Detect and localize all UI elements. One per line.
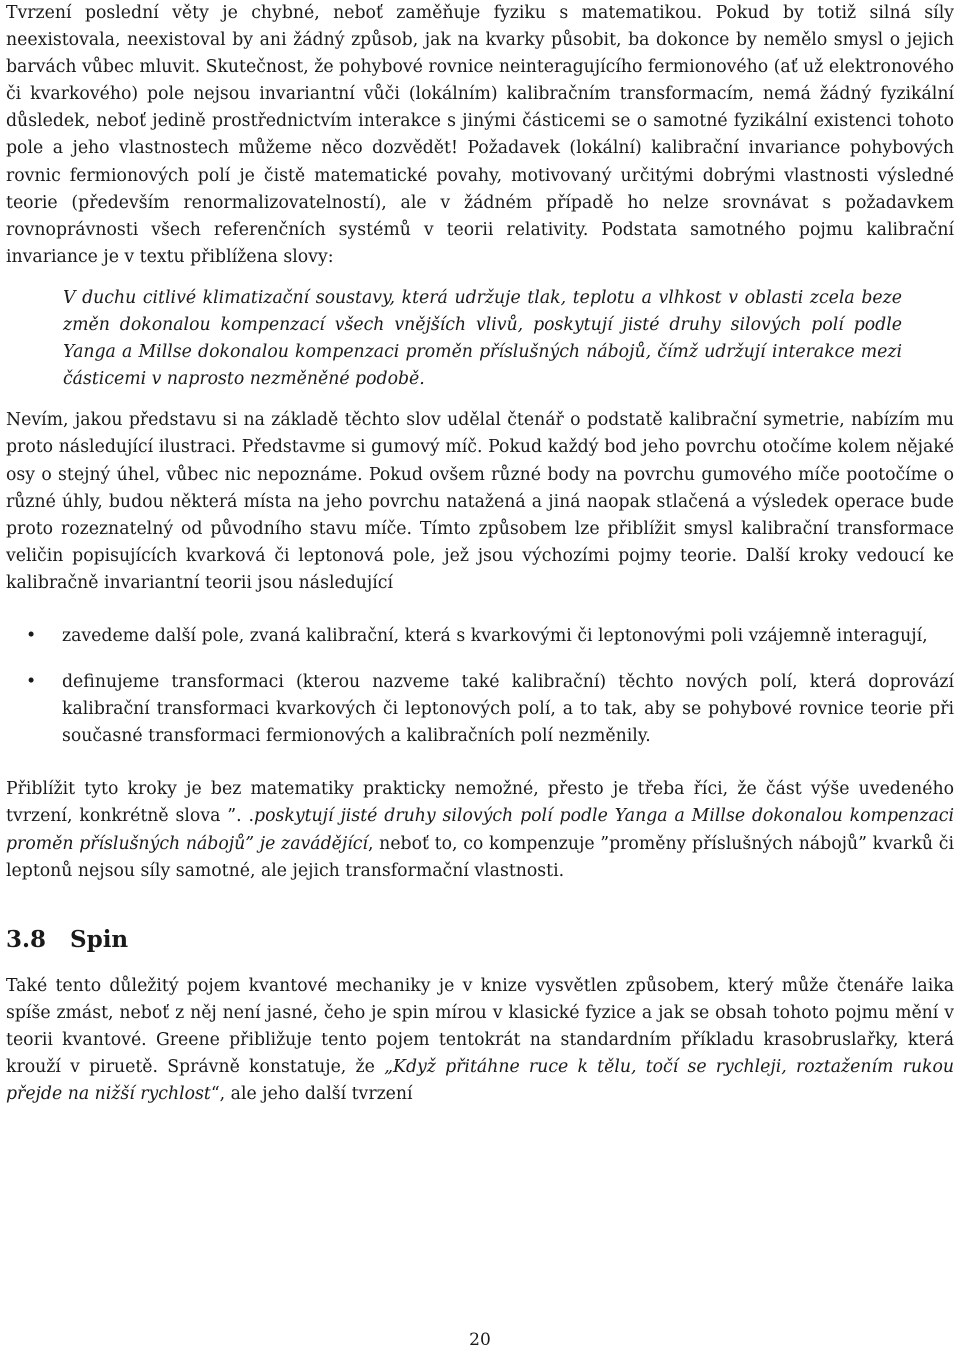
- paragraph-spin: [6, 973, 954, 1108]
- list-item-text: zavedeme další pole, zvaná kalibrační, která s kvarkovými či leptonovými poli vzájemně interagují,: [62, 625, 928, 646]
- paragraph-illustration: Nevím, jakou představu si na základě těchto slov udělal čtenář o podstatě kalibrační symetrie, nabízím mu proto následující ilustraci. Představme si gumový míč. Pokud každý bod jeho povrchu otočíme kolem nějaké osy o stejný úhel, vůbec nic nepoznáme. Pokud ovšem různé body na povrchu gumového míče pootočíme o různé úhly, budou některá místa na jeho povrchu natažená a jiná naopak stlačená a výsledek operace bude proto rozeznatelný od původního stavu míče. Tímto způsobem lze přiblížit smysl kalibrační transformace veličin popisujících kvarková či leptonová pole, jež jsou výchozími pojmy teorie. Další kroky vedoucí ke kalibračně invariantní teorii jsou následující: [6, 410, 954, 593]
- paragraph-spin-italic: „Když přitáhne ruce k tělu, točí se rychleji, roztažením rukou přejde na nižší rychlost: [6, 1057, 955, 1105]
- list-item-text: definujeme transformaci (kterou nazveme také kalibrační) těchto nových polí, která doprovází kalibrační transformaci kvarkových či leptonových polí, a to tak, aby se pohybové rovnice teorie při současné transformaci fermionových a kalibračních polí nezměnily.: [62, 672, 954, 747]
- section-title: Spin: [70, 925, 129, 953]
- list-item: [6, 669, 954, 750]
- paragraph-steps-text-c: , neboť to, co kompenzuje ”proměny příslušných nábojů” kvarků či leptonů nejsou síly samotné, ale jejich transformační vlastnosti.: [6, 833, 954, 881]
- bullet-list: [6, 623, 954, 750]
- bullet-icon: •: [26, 672, 37, 693]
- paragraph-steps-italic: poskytují jisté druhy silových polí podle Yanga a Millse dokonalou kompenzaci proměn příslušných nábojů” je zavádějící: [6, 806, 954, 854]
- block-quote: V duchu citlivé klimatizační soustavy, která udržuje tlak, teplotu a vlhkost v oblasti zcela beze změn dokonalou kompenzací všech vnějších vlivů, poskytují jisté druhy silových polí podle Yanga a Millse dokonalou kompenzaci proměn příslušných nábojů, čímž udržují interakce mezi částicemi v naprosto nezměněné podobě.: [63, 287, 902, 390]
- paragraph-steps-text-a: Přiblížit tyto kroky je bez matematiky prakticky nemožné, přesto je třeba říci, že část výše uvedeného tvrzení, konkrétně slova ”. .: [6, 779, 954, 827]
- list-item: [6, 623, 954, 650]
- paragraph-intro: Tvrzení poslední věty je chybné, neboť zaměňuje fyziku s matematikou. Pokud by totiž silná síly neexistovala, neexistoval by ani žádný způsob, jak na kvarky působit, ba dokonce by nemělo smysl o jejich barvách vůbec mluvit. Skutečnost, že pohybové rovnice neinteragujícího fermionového (ať už elektronového či kvarkového) pole nejsou invariantní vůči (lokálním) kalibračním transformacím, nemá žádný fyzikální důsledek, neboť jedině prostřednictvím interakce s jinými částicemi se o samotné fyzikální existenci tohoto pole a jeho vlastnostech můžeme něco dozvědět! Požadavek (lokální) kalibrační invariance pohybových rovnic fermionových polí je čistě matematické povahy, motivovaný určitými dobrými vlastnosti výsledné teorie (především renormalizovatelností), ale v žádném případě ho nelze srovnávat s požadavkem rovnoprávnosti všech referenčních systémů v teorii relativity. Podstata samotného pojmu kalibrační invariance je v textu přiblížena slovy:: [6, 3, 954, 267]
- bullet-icon: •: [26, 625, 37, 646]
- page-number: 20: [469, 1330, 491, 1350]
- section-heading: [6, 925, 954, 955]
- paragraph-spin-text-c: “, ale jeho další tvrzení: [210, 1084, 413, 1105]
- paragraph-spin-text-a: Také tento důležitý pojem kvantové mechaniky je v knize vysvětlen způsobem, který může čtenáře laika spíše zmást, neboť z něj není jasné, čeho je spin mírou v klasické fyzice a jak se obsah tohoto pojmu mění v teorii kvantové. Greene přibližuje tento pojem tentokrát na standardním příkladu krasobruslařky, která krouží v piruetě. Správně konstatuje, že: [6, 975, 954, 1077]
- paragraph-steps: [6, 776, 954, 884]
- section-number: 3.8: [6, 925, 47, 953]
- document-page: [6, 0, 954, 1108]
